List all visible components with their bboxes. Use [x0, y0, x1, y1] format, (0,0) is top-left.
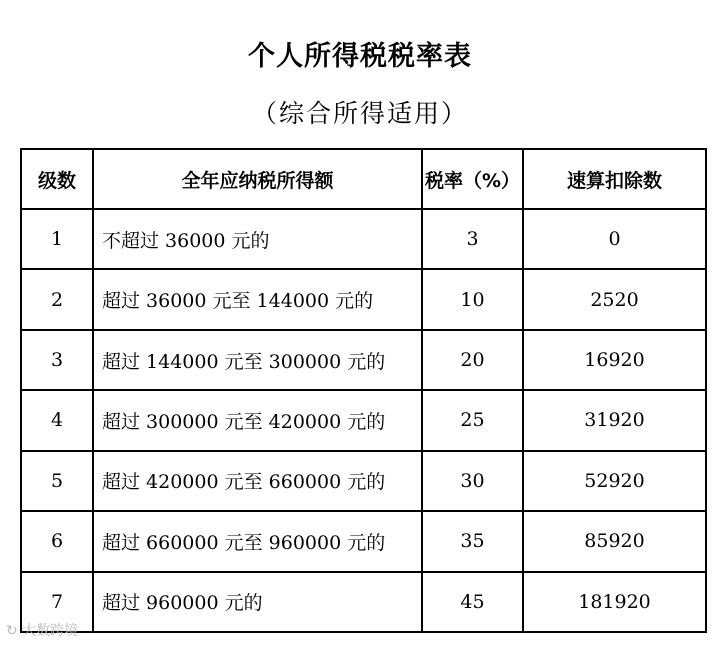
- cycle-logo-icon: ↻: [6, 623, 18, 639]
- cell-deduction: 16920: [523, 330, 706, 390]
- header-level: 级数: [21, 149, 93, 209]
- table-row: [21, 330, 706, 390]
- cell-bracket: 不超过 36000 元的: [93, 209, 422, 269]
- cell-rate: 20: [422, 330, 523, 390]
- header-tax-rate: 税率（%）: [422, 149, 523, 209]
- table-row: [21, 209, 706, 269]
- cell-level: 4: [21, 390, 93, 450]
- table-row: [21, 451, 706, 511]
- table-row: [21, 390, 706, 450]
- cell-bracket: 超过 660000 元至 960000 元的: [93, 511, 422, 571]
- watermark: [6, 620, 78, 640]
- cell-deduction: 31920: [523, 390, 706, 450]
- header-quick-deduction: 速算扣除数: [523, 149, 706, 209]
- cell-level: 1: [21, 209, 93, 269]
- cell-level: 5: [21, 451, 93, 511]
- document-title: 个人所得税税率表: [248, 41, 472, 72]
- cell-level: 6: [21, 511, 93, 571]
- table-row: [21, 572, 706, 632]
- cell-bracket: 超过 960000 元的: [93, 572, 422, 632]
- table-row: [21, 269, 706, 329]
- cell-rate: 10: [422, 269, 523, 329]
- table-row: [21, 511, 706, 571]
- cell-rate: 35: [422, 511, 523, 571]
- cell-bracket: 超过 36000 元至 144000 元的: [93, 269, 422, 329]
- cell-rate: 45: [422, 572, 523, 632]
- cell-rate: 30: [422, 451, 523, 511]
- cell-bracket: 超过 420000 元至 660000 元的: [93, 451, 422, 511]
- table-header-row: [21, 149, 706, 209]
- header-taxable-income: 全年应纳税所得额: [93, 149, 422, 209]
- tax-rate-table: [20, 148, 707, 633]
- cell-bracket: 超过 300000 元至 420000 元的: [93, 390, 422, 450]
- watermark-text: 大数跨境: [22, 623, 79, 639]
- cell-deduction: 181920: [523, 572, 706, 632]
- cell-rate: 3: [422, 209, 523, 269]
- cell-deduction: 2520: [523, 269, 706, 329]
- cell-deduction: 85920: [523, 511, 706, 571]
- cell-bracket: 超过 144000 元至 300000 元的: [93, 330, 422, 390]
- cell-level: 3: [21, 330, 93, 390]
- cell-level: 7: [21, 572, 93, 632]
- cell-rate: 25: [422, 390, 523, 450]
- cell-level: 2: [21, 269, 93, 329]
- document-subtitle: （综合所得适用）: [251, 99, 468, 128]
- cell-deduction: 0: [523, 209, 706, 269]
- cell-deduction: 52920: [523, 451, 706, 511]
